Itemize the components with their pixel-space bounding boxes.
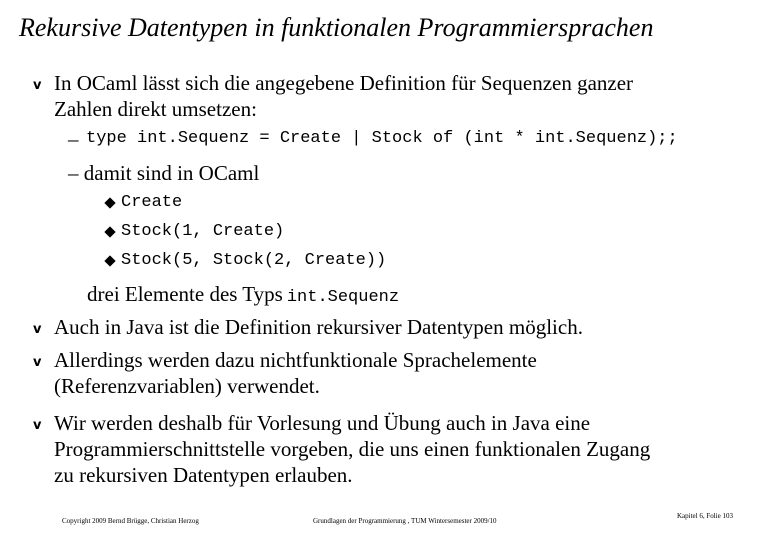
drei-elemente-line bbox=[87, 281, 399, 307]
footer-slide-number: Kapitel 6, Folie 103 bbox=[677, 512, 733, 520]
bullet-v-icon: v bbox=[33, 418, 42, 433]
item-create: Create bbox=[121, 193, 183, 212]
sub-2-text: – damit sind in OCaml bbox=[68, 161, 260, 185]
item-stock-5: Stock(5, Stock(2, Create)) bbox=[121, 251, 387, 270]
ocaml-type-definition: type int.Sequenz = Create | Stock of (int * int.Sequenz);; bbox=[86, 129, 678, 148]
sub-dash: – bbox=[68, 127, 79, 151]
diamond-bullet-icon bbox=[104, 226, 115, 237]
bullet-3-line-1: Allerdings werden dazu nichtfunktionale Sprachelemente bbox=[54, 348, 537, 372]
bullet-v-icon: v bbox=[33, 78, 42, 93]
item-stock-1: Stock(1, Create) bbox=[121, 222, 285, 241]
bullet-1-line-1: In OCaml lässt sich die angegebene Definition für Sequenzen ganzer bbox=[54, 71, 634, 95]
bullet-v-icon: v bbox=[33, 355, 42, 370]
bullet-4-line-1: Wir werden deshalb für Vorlesung und Übung auch in Java eine bbox=[54, 411, 591, 435]
bullet-4-line-2: Programmierschnittstelle vorgeben, die uns einen funktionalen Zugang bbox=[54, 437, 651, 461]
bullet-4-line-3: zu rekursiven Datentypen erlauben. bbox=[54, 463, 353, 487]
bullet-3-line-2: (Referenzvariablen) verwendet. bbox=[54, 374, 320, 398]
footer-copyright: Copyright 2009 Bernd Brügge, Christian Herzog bbox=[62, 517, 199, 525]
drei-elemente-text: drei Elemente des Typs bbox=[87, 282, 283, 306]
slide-title: Rekursive Datentypen in funktionalen Programmiersprachen bbox=[19, 13, 654, 42]
diamond-bullet-icon bbox=[104, 197, 115, 208]
footer-course: Grundlagen der Programmierung , TUM Wintersemester 2009/10 bbox=[313, 517, 497, 525]
bullet-v-icon: v bbox=[33, 322, 42, 337]
diamond-bullet-icon bbox=[104, 255, 115, 266]
bullet-1-line-2: Zahlen direkt umsetzen: bbox=[54, 97, 257, 121]
drei-elemente-code: int.Sequenz bbox=[286, 288, 400, 307]
bullet-2: Auch in Java ist die Definition rekursiver Datentypen möglich. bbox=[54, 315, 583, 339]
